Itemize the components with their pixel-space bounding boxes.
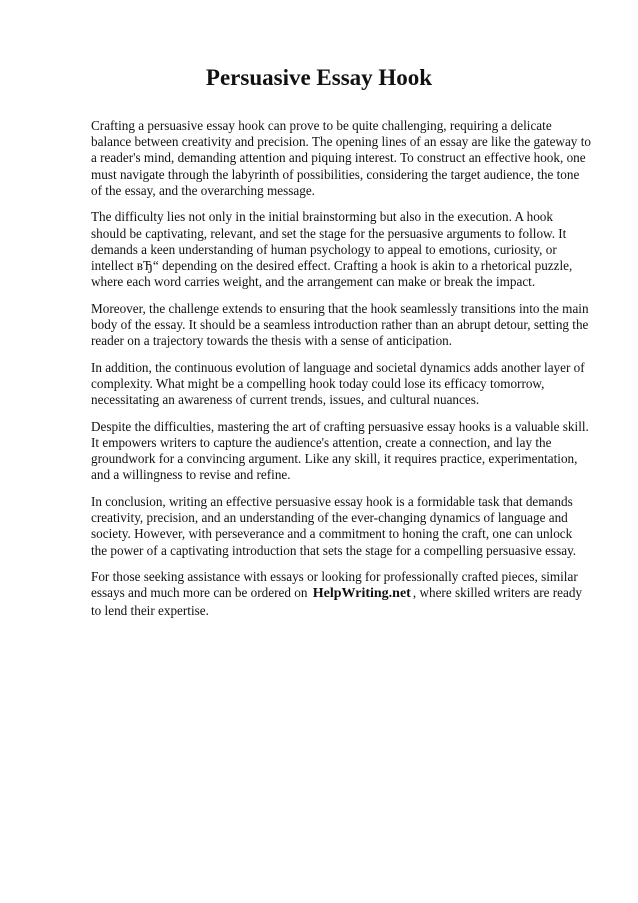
paragraph-closing <box>91 569 591 619</box>
paragraph-evolution: In addition, the continuous evolution of language and societal dynamics adds another layer of complexity. What might be a compelling hook today could lose its efficacy tomorrow, necessitating an awareness of current trends, issues, and cultural nuances. <box>91 359 585 408</box>
paragraph-conclusion: In conclusion, writing an effective persuasive essay hook is a formidable task that demands creativity, precision, and an understanding of the ever-changing dynamics of language and society. However, with perseverance and a commitment to honing the craft, one can unlock the power of a captivating introduction that sets the stage for a compelling persuasive essay. <box>91 494 577 558</box>
document-title: Persuasive Essay Hook <box>205 65 433 90</box>
paragraph-intro: Crafting a persuasive essay hook can prove to be quite challenging, requiring a delicate balance between creativity and precision. The opening lines of an essay are like the gateway to a reader's mind, demanding attention and piquing interest. To construct an effective hook, one must navigate through the labyrinth of possibilities, considering the target audience, the tone of the essay, and the overarching message. <box>91 118 591 198</box>
closing-text-before: For those seeking assistance with essays or looking for professionally crafted pieces, similar essays and much more can be ordered on <box>91 569 578 601</box>
helpwriting-link[interactable]: HelpWriting.net <box>312 586 411 602</box>
document-body <box>91 118 591 629</box>
closing-text-after: , where skilled writers are ready to lend their expertise. <box>91 585 583 618</box>
paragraph-transition: Moreover, the challenge extends to ensuring that the hook seamlessly transitions into the main body of the essay. It should be a seamless introduction rather than an abrupt detour, setting the reader on a trajectory towards the thesis with a sense of anticipation. <box>91 300 589 349</box>
paragraph-mastery: Despite the difficulties, mastering the art of crafting persuasive essay hooks is a valuable skill. It empowers writers to capture the audience's attention, create a connection, and lay the groundwork for a convincing argument. Like any skill, it requires practice, experimentation, and a willingness to revise and refine. <box>91 418 589 483</box>
paragraph-difficulty: The difficulty lies not only in the initial brainstorming but also in the execution. A hook should be captivating, relevant, and set the stage for the persuasive arguments to follow. It demands a keen understanding of human psychology to appeal to emotions, curiosity, or intellect вЂ“ depending on the desired effect. Crafting a hook is akin to a rhetorical puzzle, where each word carries weight, and the arrangement can make or break the impact. <box>91 209 573 290</box>
